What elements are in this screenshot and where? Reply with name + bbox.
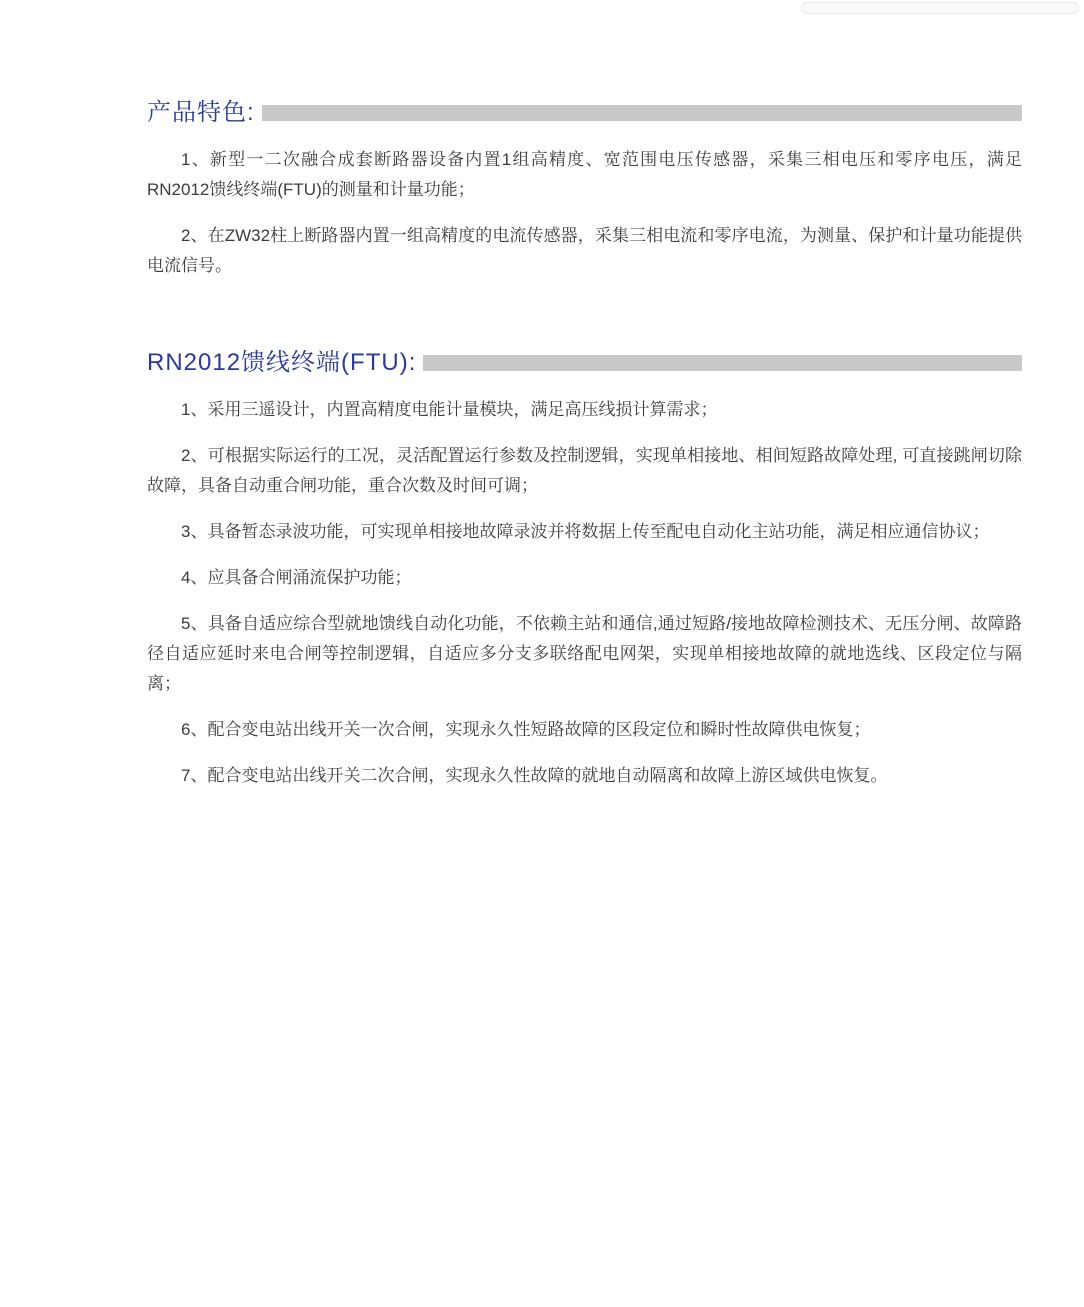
feature-paragraph-1: 1、新型一二次融合成套断路器设备内置1组高精度、宽范围电压传感器，采集三相电压和零序电压，满足RN2012馈线终端(FTU)的测量和计量功能； [147, 150, 1022, 199]
section-title-product-features: 产品特色: [147, 99, 255, 126]
ftu-item-1: 1、采用三遥设计，内置高精度电能计量模块，满足高压线损计算需求； [181, 400, 718, 419]
ftu-item-7: 7、配合变电站出线开关二次合闸，实现永久性故障的就地自动隔离和故障上游区域供电恢复。 [181, 766, 888, 785]
section-heading [147, 96, 1022, 129]
ftu-item-4: 4、应具备合闸涌流保护功能； [181, 568, 412, 587]
ftu-item-3: 3、具备暂态录波功能，可实现单相接地故障录波并将数据上传至配电自动化主站功能，满足相应通信协议； [181, 522, 990, 541]
section-title-rn2012-ftu: RN2012馈线终端(FTU): [147, 349, 417, 376]
ftu-item-6: 6、配合变电站出线开关一次合闸，实现永久性短路故障的区段定位和瞬时性故障供电恢复； [181, 720, 871, 739]
heading-bar [262, 105, 1022, 121]
ftu-item-2: 2、可根据实际运行的工况，灵活配置运行参数及控制逻辑，实现单相接地、相间短路故障处理, 可直接跳闸切除故障，具备自动重合闸功能，重合次数及时间可调； [147, 446, 1022, 495]
section-product-features [147, 96, 1022, 281]
feature-paragraph-2: 2、在ZW32柱上断路器内置一组高精度的电流传感器，采集三相电流和零序电流，为测量、保护和计量功能提供电流信号。 [147, 226, 1022, 275]
heading-bar [423, 355, 1022, 371]
section-rn2012-ftu [147, 346, 1022, 791]
ftu-item-5: 5、具备自适应综合型就地馈线自动化功能，不依赖主站和通信,通过短路/接地故障检测技术、无压分闸、故障路径自适应延时来电合闸等控制逻辑，自适应多分支多联络配电网架，实现单相接地故障的就地选线、区段定位与隔离； [147, 614, 1022, 693]
section-heading [147, 346, 1022, 379]
